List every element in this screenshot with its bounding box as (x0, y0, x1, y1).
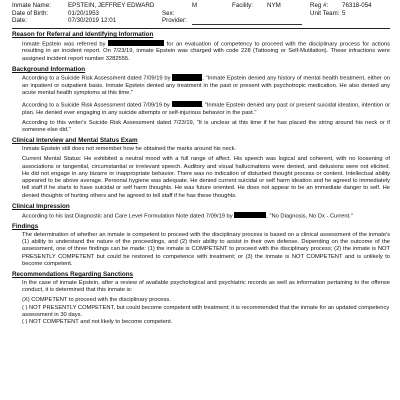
header-row-2 (12, 10, 390, 18)
inmate-name-label: Inmate Name: (12, 2, 51, 9)
option-not-presently-competent: ( ) NOT PRESENTLY COMPETENT, but could become competent with treatment; it is recommended that the inmate for an updated competency assessment in 30 days. (22, 304, 390, 319)
unit-team-value: 5 (342, 9, 346, 17)
date-value: 07/30/2019 12:01 (68, 17, 117, 25)
sex-label: Sex: (162, 9, 175, 17)
interview-paragraph-1: Inmate Epstein still does not remember how he obtained the marks around his neck. (22, 145, 237, 152)
provider-blank-line (192, 24, 302, 25)
option-competent: (X) COMPETENT to proceed with the disciplinary process. (22, 297, 171, 304)
dob-label: Date of Birth: (12, 9, 49, 17)
header-divider (12, 28, 390, 29)
interview-heading: Clinical Interview and Mental Status Exam (12, 137, 138, 145)
header-row-3 (12, 17, 390, 25)
date-label: Date: (12, 17, 27, 25)
impression-text-a: According to his last Diagnostic and Care Level Formulation Note dated 7/09/19 by (22, 213, 233, 220)
dob-value: 01/20/1953 (68, 9, 99, 17)
recommendations-paragraph: In the case of inmate Epstein, after a review of available psychological and psychiatric records as well as information pertaining to the offense conduct, it is determined that this inmate is: (22, 279, 390, 294)
redaction-box (172, 101, 202, 108)
redaction-box (108, 40, 164, 47)
reg-label: Reg #: (310, 2, 329, 9)
referral-text-b: for an evaluation of competency to proceed with the disciplinary process for actions resulting in an incident report. On 7/23/19, inmate Epstein was charged with code 228 (Tattooing or Self-Mutilation). These infractions were assigned incident report number 3282555. (22, 41, 390, 62)
option-not-competent: ( ) NOT COMPETENT and not likely to become competent. (22, 319, 173, 326)
inmate-name: EPSTEIN, JEFFREY EDWARD (68, 2, 155, 9)
background-text-1a: According to a Suicide Risk Assessment dated 7/09/19 by (22, 75, 171, 82)
provider-label: Provider: (162, 17, 187, 25)
findings-paragraph: The determination of whether an inmate is competent to proceed with the disciplinary process is based on a clinical assessment of the inmate's (1) ability to understand the nature of the proceedings, and (2) their ability to assist in their own defense. Depending on the outcome of the assessment, one of three findings can be made: (1) the inmate is COMPETENT to proceed with the disciplinary process; (2) the inmate is NOT PRESENTLY COMPETENT but could be restored to competence with treatment; or (3) the inmate is NOT COMPETENT and is unlikely to become competent. (22, 231, 390, 268)
unit-team-label: Unit Team: (310, 9, 340, 17)
referral-paragraph (22, 40, 390, 63)
redaction-box (234, 212, 266, 219)
background-paragraph-3: According to this writer's Suicide Risk Assessment dated 7/23/19, "It is unclear at this time if he has placed the string around his neck or if someone else did." (22, 119, 390, 134)
impression-text-b: , "No Diagnosis, No Dx - Current." (266, 213, 353, 220)
interview-paragraph-2: Current Mental Status: He exhibited a neutral mood with a full range of affect. His speech was logical and coherent, with no loosening of associations or tangential, circumstantial or irrelevant speech. Auditory and visual hallucinations were denied, and delusions were not elicited. He did not engage in any bizarre or inappropriate behavior. There was no indication of disturbed thought process or content. Intellectual ability appeared to be above average. Personal hygiene was adequate. He denied current suicidal or self harm ideation and he agreed to immediately tell staff if he starts to have suicidal or self harm thoughts. He was future oriented. He does not appear to be an immediate danger to self. He denied thoughts of hurting others and he agreed to tell staff if he has these thoughts. (22, 156, 390, 199)
header-row-1 (12, 2, 390, 10)
background-text-2b: , "Inmate Epstein denied any past or present suicidal ideation, intention or plan. He denied ever engaging in any suicide attempts or self-injurious behavior in the past." (22, 102, 390, 116)
background-paragraph-1 (22, 74, 390, 97)
background-text-2a: According to a Suicide Risk Assessment dated 7/09/19 by (22, 102, 170, 109)
facility-value: NYM (267, 2, 281, 9)
referral-heading: Reason for Referral and Identifying Information (12, 31, 154, 38)
document-header (12, 2, 390, 29)
background-paragraph-2 (22, 101, 390, 117)
background-text-1b: , "Inmate Epstein denied any history of mental health treatment, either on an inpatient or outpatient basis. Inmate Epstein denied any treatment in the past or present with psychotropic medication. He also denied any acute mental health symptoms at this time." (22, 75, 391, 97)
reg-value: 76318-054 (342, 2, 372, 9)
background-heading: Background Information (12, 65, 86, 73)
facility-label: Facility: (232, 2, 253, 9)
recommendations-heading: Recommendations Regarding Sanctions (12, 271, 134, 279)
impression-heading: Clinical Impression (12, 203, 70, 211)
sex-value: M (192, 2, 198, 9)
referral-text-a: Inmate Epstein was referred by (22, 41, 106, 47)
findings-heading: Findings (12, 223, 39, 231)
redaction-box (172, 74, 202, 81)
impression-paragraph (22, 212, 390, 221)
